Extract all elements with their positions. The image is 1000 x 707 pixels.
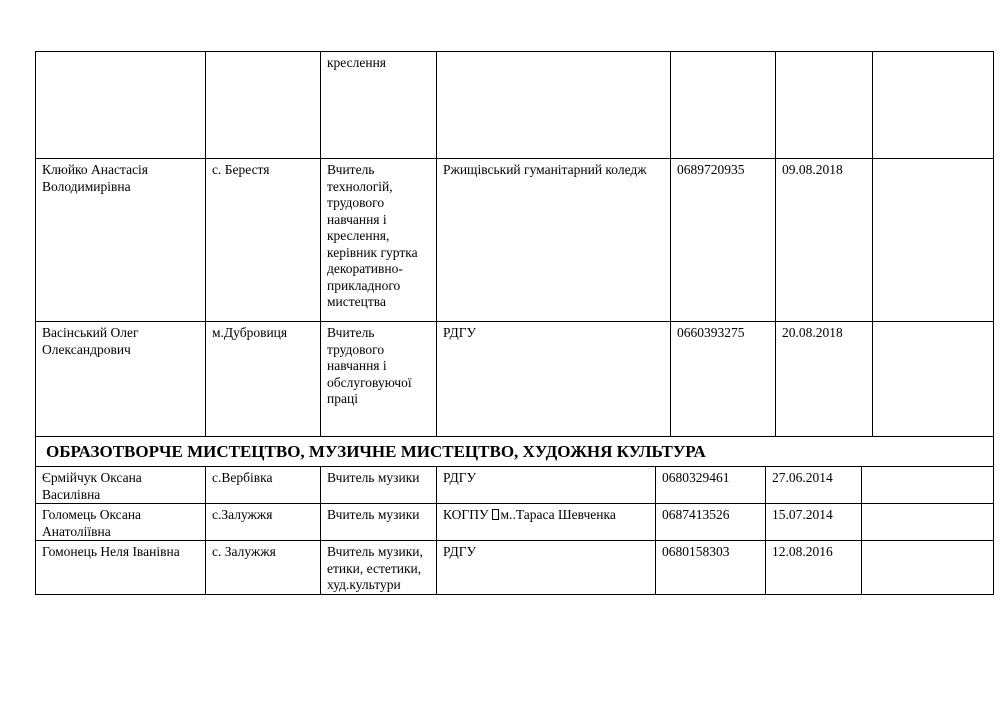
name-cell: Єрмійчук Оксана Василівна xyxy=(36,467,206,504)
date-cell xyxy=(776,52,873,159)
table-row xyxy=(36,322,994,437)
place-cell: м.Дубровиця xyxy=(206,322,321,437)
education-cell: РДГУ xyxy=(437,467,656,504)
date-cell: 20.08.2018 xyxy=(776,322,873,437)
note-cell xyxy=(862,467,994,504)
name-cell: Гомонець Неля Іванівна xyxy=(36,541,206,595)
education-text: м..Тараса Шевченка xyxy=(500,507,616,522)
table-row xyxy=(36,541,994,595)
phone-cell: 0680329461 xyxy=(656,467,766,504)
date-cell: 27.06.2014 xyxy=(766,467,862,504)
education-text: КОГПУ xyxy=(443,507,489,522)
place-cell xyxy=(206,52,321,159)
note-cell xyxy=(873,322,994,437)
date-cell: 09.08.2018 xyxy=(776,159,873,322)
name-cell: Голомець Оксана Анатоліївна xyxy=(36,504,206,541)
name-cell: Васінський Олег Олександрович xyxy=(36,322,206,437)
staff-table-arts xyxy=(35,436,994,595)
note-cell xyxy=(873,52,994,159)
table-row xyxy=(36,467,994,504)
education-cell xyxy=(437,504,656,541)
note-cell xyxy=(873,159,994,322)
section-heading: ОБРАЗОТВОРЧЕ МИСТЕЦТВО, МУЗИЧНЕ МИСТЕЦТВО, ХУДОЖНЯ КУЛЬТУРА xyxy=(36,437,994,467)
education-cell: РДГУ xyxy=(437,541,656,595)
position-cell: Вчитель музики xyxy=(321,467,437,504)
note-cell xyxy=(862,504,994,541)
place-cell: с. Берестя xyxy=(206,159,321,322)
table-row xyxy=(36,52,994,159)
place-cell: с.Вербівка xyxy=(206,467,321,504)
education-cell xyxy=(437,52,671,159)
phone-cell: 0689720935 xyxy=(671,159,776,322)
missing-glyph-box-icon xyxy=(492,509,499,520)
position-cell: Вчитель музики xyxy=(321,504,437,541)
date-cell: 12.08.2016 xyxy=(766,541,862,595)
note-cell xyxy=(862,541,994,595)
position-cell: креслення xyxy=(321,52,437,159)
phone-cell: 0687413526 xyxy=(656,504,766,541)
place-cell: с.Залужжя xyxy=(206,504,321,541)
position-cell: Вчитель технологій, трудового навчання і креслення, керівник гуртка декоративно-прикладного мистецтва xyxy=(321,159,437,322)
education-cell: Ржищівський гуманітарний коледж xyxy=(437,159,671,322)
section-heading-row xyxy=(36,437,994,467)
place-cell: с. Залужжя xyxy=(206,541,321,595)
date-cell: 15.07.2014 xyxy=(766,504,862,541)
position-cell: Вчитель музики, етики, естетики, худ.культури xyxy=(321,541,437,595)
position-cell: Вчитель трудового навчання і обслуговуючої праці xyxy=(321,322,437,437)
education-cell: РДГУ xyxy=(437,322,671,437)
name-cell xyxy=(36,52,206,159)
table-row xyxy=(36,159,994,322)
phone-cell: 0660393275 xyxy=(671,322,776,437)
phone-cell xyxy=(671,52,776,159)
name-cell: Клюйко Анастасія Володимирівна xyxy=(36,159,206,322)
staff-table-technology xyxy=(35,51,994,437)
phone-cell: 0680158303 xyxy=(656,541,766,595)
table-row xyxy=(36,504,994,541)
